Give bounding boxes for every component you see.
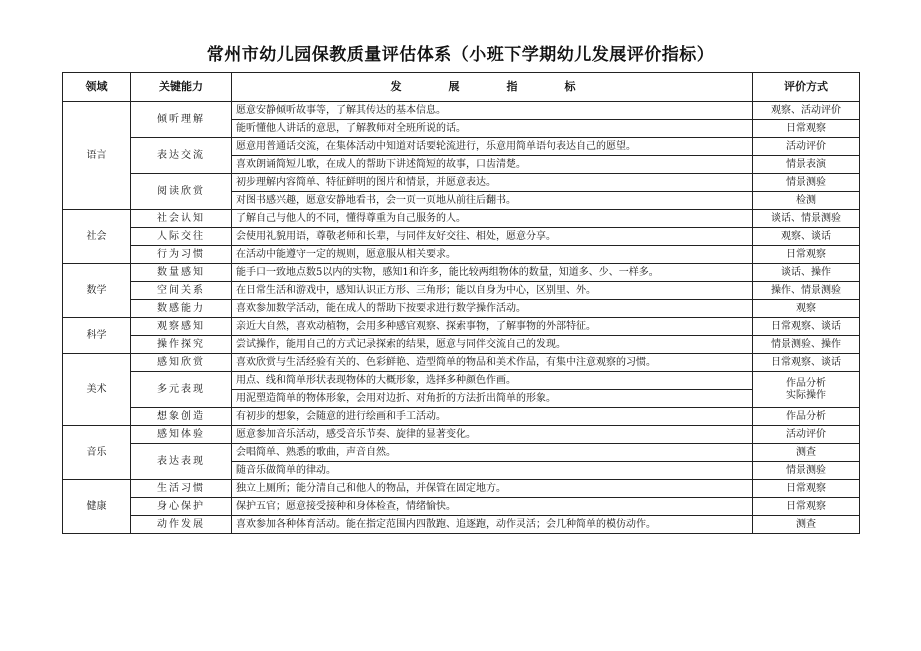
method-cell: 日常观察	[753, 480, 860, 498]
method-cell: 测查	[753, 516, 860, 534]
ability-cell: 表达表现	[131, 444, 232, 480]
method-cell: 日常观察	[753, 246, 860, 264]
ability-cell: 感知欣赏	[131, 354, 232, 372]
ability-cell: 社会认知	[131, 210, 232, 228]
method-cell: 观察	[753, 300, 860, 318]
method-cell: 作品分析	[753, 408, 860, 426]
indicator-cell: 在活动中能遵守一定的规则，愿意服从相关要求。	[232, 246, 753, 264]
ability-cell: 空间关系	[131, 282, 232, 300]
ability-cell: 多元表现	[131, 372, 232, 408]
table-row	[63, 228, 860, 246]
table-row	[63, 210, 860, 228]
table-row	[63, 282, 860, 300]
domain-cell: 社会	[63, 210, 131, 264]
indicator-cell: 有初步的想象，会随意的进行绘画和手工活动。	[232, 408, 753, 426]
method-cell: 测查	[753, 444, 860, 462]
ability-cell: 行为习惯	[131, 246, 232, 264]
table-row	[63, 102, 860, 120]
ability-cell: 阅读欣赏	[131, 174, 232, 210]
table-row	[63, 372, 860, 390]
ability-cell: 操作探究	[131, 336, 232, 354]
table-row	[63, 480, 860, 498]
table-row	[63, 318, 860, 336]
ability-cell: 感知体验	[131, 426, 232, 444]
ability-cell: 数感能力	[131, 300, 232, 318]
method-cell: 日常观察、谈话	[753, 318, 860, 336]
method-cell: 日常观察	[753, 120, 860, 138]
table-row	[63, 516, 860, 534]
indicator-cell: 喜欢朗诵简短儿歌，在成人的帮助下讲述简短的故事，口齿清楚。	[232, 156, 753, 174]
indicator-cell: 能手口一致地点数5以内的实物，感知1和许多，能比较两组物体的数量，知道多、少、一样多。	[232, 264, 753, 282]
indicator-cell: 用泥塑造简单的物体形象，会用对边折、对角折的方法折出简单的形象。	[232, 390, 753, 408]
method-cell: 日常观察、谈话	[753, 354, 860, 372]
table-row	[63, 498, 860, 516]
table-row	[63, 264, 860, 282]
method-cell: 观察、谈话	[753, 228, 860, 246]
table-header-row	[63, 73, 860, 102]
method-line: 实际操作	[786, 389, 826, 401]
header-ability: 关键能力	[131, 73, 232, 102]
domain-cell: 数学	[63, 264, 131, 318]
indicator-cell: 保护五官；愿意接受接种和身体检查，情绪愉快。	[232, 498, 753, 516]
indicator-cell: 尝试操作，能用自己的方式记录探索的结果，愿意与同伴交流自己的发现。	[232, 336, 753, 354]
indicator-cell: 会唱简单、熟悉的歌曲，声音自然。	[232, 444, 753, 462]
ability-cell: 数量感知	[131, 264, 232, 282]
method-cell	[753, 372, 860, 408]
indicator-cell: 了解自己与他人的不同，懂得尊重为自己服务的人。	[232, 210, 753, 228]
table-row	[63, 300, 860, 318]
domain-cell: 健康	[63, 480, 131, 534]
method-cell: 日常观察	[753, 498, 860, 516]
method-cell: 情景测验	[753, 174, 860, 192]
method-line: 作品分析	[786, 377, 826, 389]
table-row	[63, 138, 860, 156]
table-row	[63, 336, 860, 354]
indicator-cell: 愿意用普通话交流，在集体活动中知道对话要轮流进行，乐意用简单语句表达自己的愿望。	[232, 138, 753, 156]
ability-cell: 倾听理解	[131, 102, 232, 138]
header-indicator: 发 展 指 标	[232, 73, 753, 102]
indicator-cell: 愿意参加音乐活动，感受音乐节奏、旋律的显著变化。	[232, 426, 753, 444]
method-cell: 情景表演	[753, 156, 860, 174]
table-row	[63, 408, 860, 426]
method-cell: 情景测验	[753, 462, 860, 480]
domain-cell: 美术	[63, 354, 131, 426]
method-cell: 活动评价	[753, 426, 860, 444]
table-row	[63, 426, 860, 444]
indicator-cell: 愿意安静倾听故事等，了解其传达的基本信息。	[232, 102, 753, 120]
method-cell: 检测	[753, 192, 860, 210]
method-cell: 活动评价	[753, 138, 860, 156]
table-row	[63, 246, 860, 264]
ability-cell: 生活习惯	[131, 480, 232, 498]
table-row	[63, 354, 860, 372]
indicator-cell: 喜欢参加数学活动，能在成人的帮助下按要求进行数学操作活动。	[232, 300, 753, 318]
header-method: 评价方式	[753, 73, 860, 102]
domain-cell: 音乐	[63, 426, 131, 480]
indicator-cell: 会使用礼貌用语，尊敬老师和长辈，与同伴友好交往、相处，愿意分享。	[232, 228, 753, 246]
indicator-cell: 喜欢欣赏与生活经验有关的、色彩鲜艳、造型简单的物品和美术作品，有集中注意观察的习惯。	[232, 354, 753, 372]
indicator-cell: 对图书感兴趣，愿意安静地看书，会一页一页地从前往后翻书。	[232, 192, 753, 210]
ability-cell: 表达交流	[131, 138, 232, 174]
indicator-cell: 亲近大自然，喜欢动植物，会用多种感官观察、探索事物，了解事物的外部特征。	[232, 318, 753, 336]
method-cell: 操作、情景测验	[753, 282, 860, 300]
indicator-cell: 独立上厕所；能分清自己和他人的物品，并保管在固定地方。	[232, 480, 753, 498]
header-domain: 领域	[63, 73, 131, 102]
ability-cell: 身心保护	[131, 498, 232, 516]
indicator-cell: 初步理解内容简单、特征鲜明的图片和情景，并愿意表达。	[232, 174, 753, 192]
ability-cell: 人际交往	[131, 228, 232, 246]
indicator-cell: 能听懂他人讲话的意思，了解教师对全班所说的话。	[232, 120, 753, 138]
page-title: 常州市幼儿园保教质量评估体系（小班下学期幼儿发展评价指标）	[206, 45, 715, 65]
table-row	[63, 174, 860, 192]
indicator-cell: 用点、线和简单形状表现物体的大概形象，选择多种颜色作画。	[232, 372, 753, 390]
method-cell: 谈话、情景测验	[753, 210, 860, 228]
domain-cell: 科学	[63, 318, 131, 354]
method-cell: 谈话、操作	[753, 264, 860, 282]
domain-cell: 语言	[63, 102, 131, 210]
indicator-cell: 喜欢参加各种体育活动。能在指定范围内四散跑、追逐跑，动作灵活；会几种简单的模仿动作。	[232, 516, 753, 534]
evaluation-table	[62, 72, 860, 534]
ability-cell: 动作发展	[131, 516, 232, 534]
indicator-cell: 随音乐做简单的律动。	[232, 462, 753, 480]
ability-cell: 想象创造	[131, 408, 232, 426]
indicator-cell: 在日常生活和游戏中，感知认识正方形、三角形；能以自身为中心，区别里、外。	[232, 282, 753, 300]
table-row	[63, 444, 860, 462]
method-cell: 情景测验、操作	[753, 336, 860, 354]
method-cell: 观察、活动评价	[753, 102, 860, 120]
ability-cell: 观察感知	[131, 318, 232, 336]
